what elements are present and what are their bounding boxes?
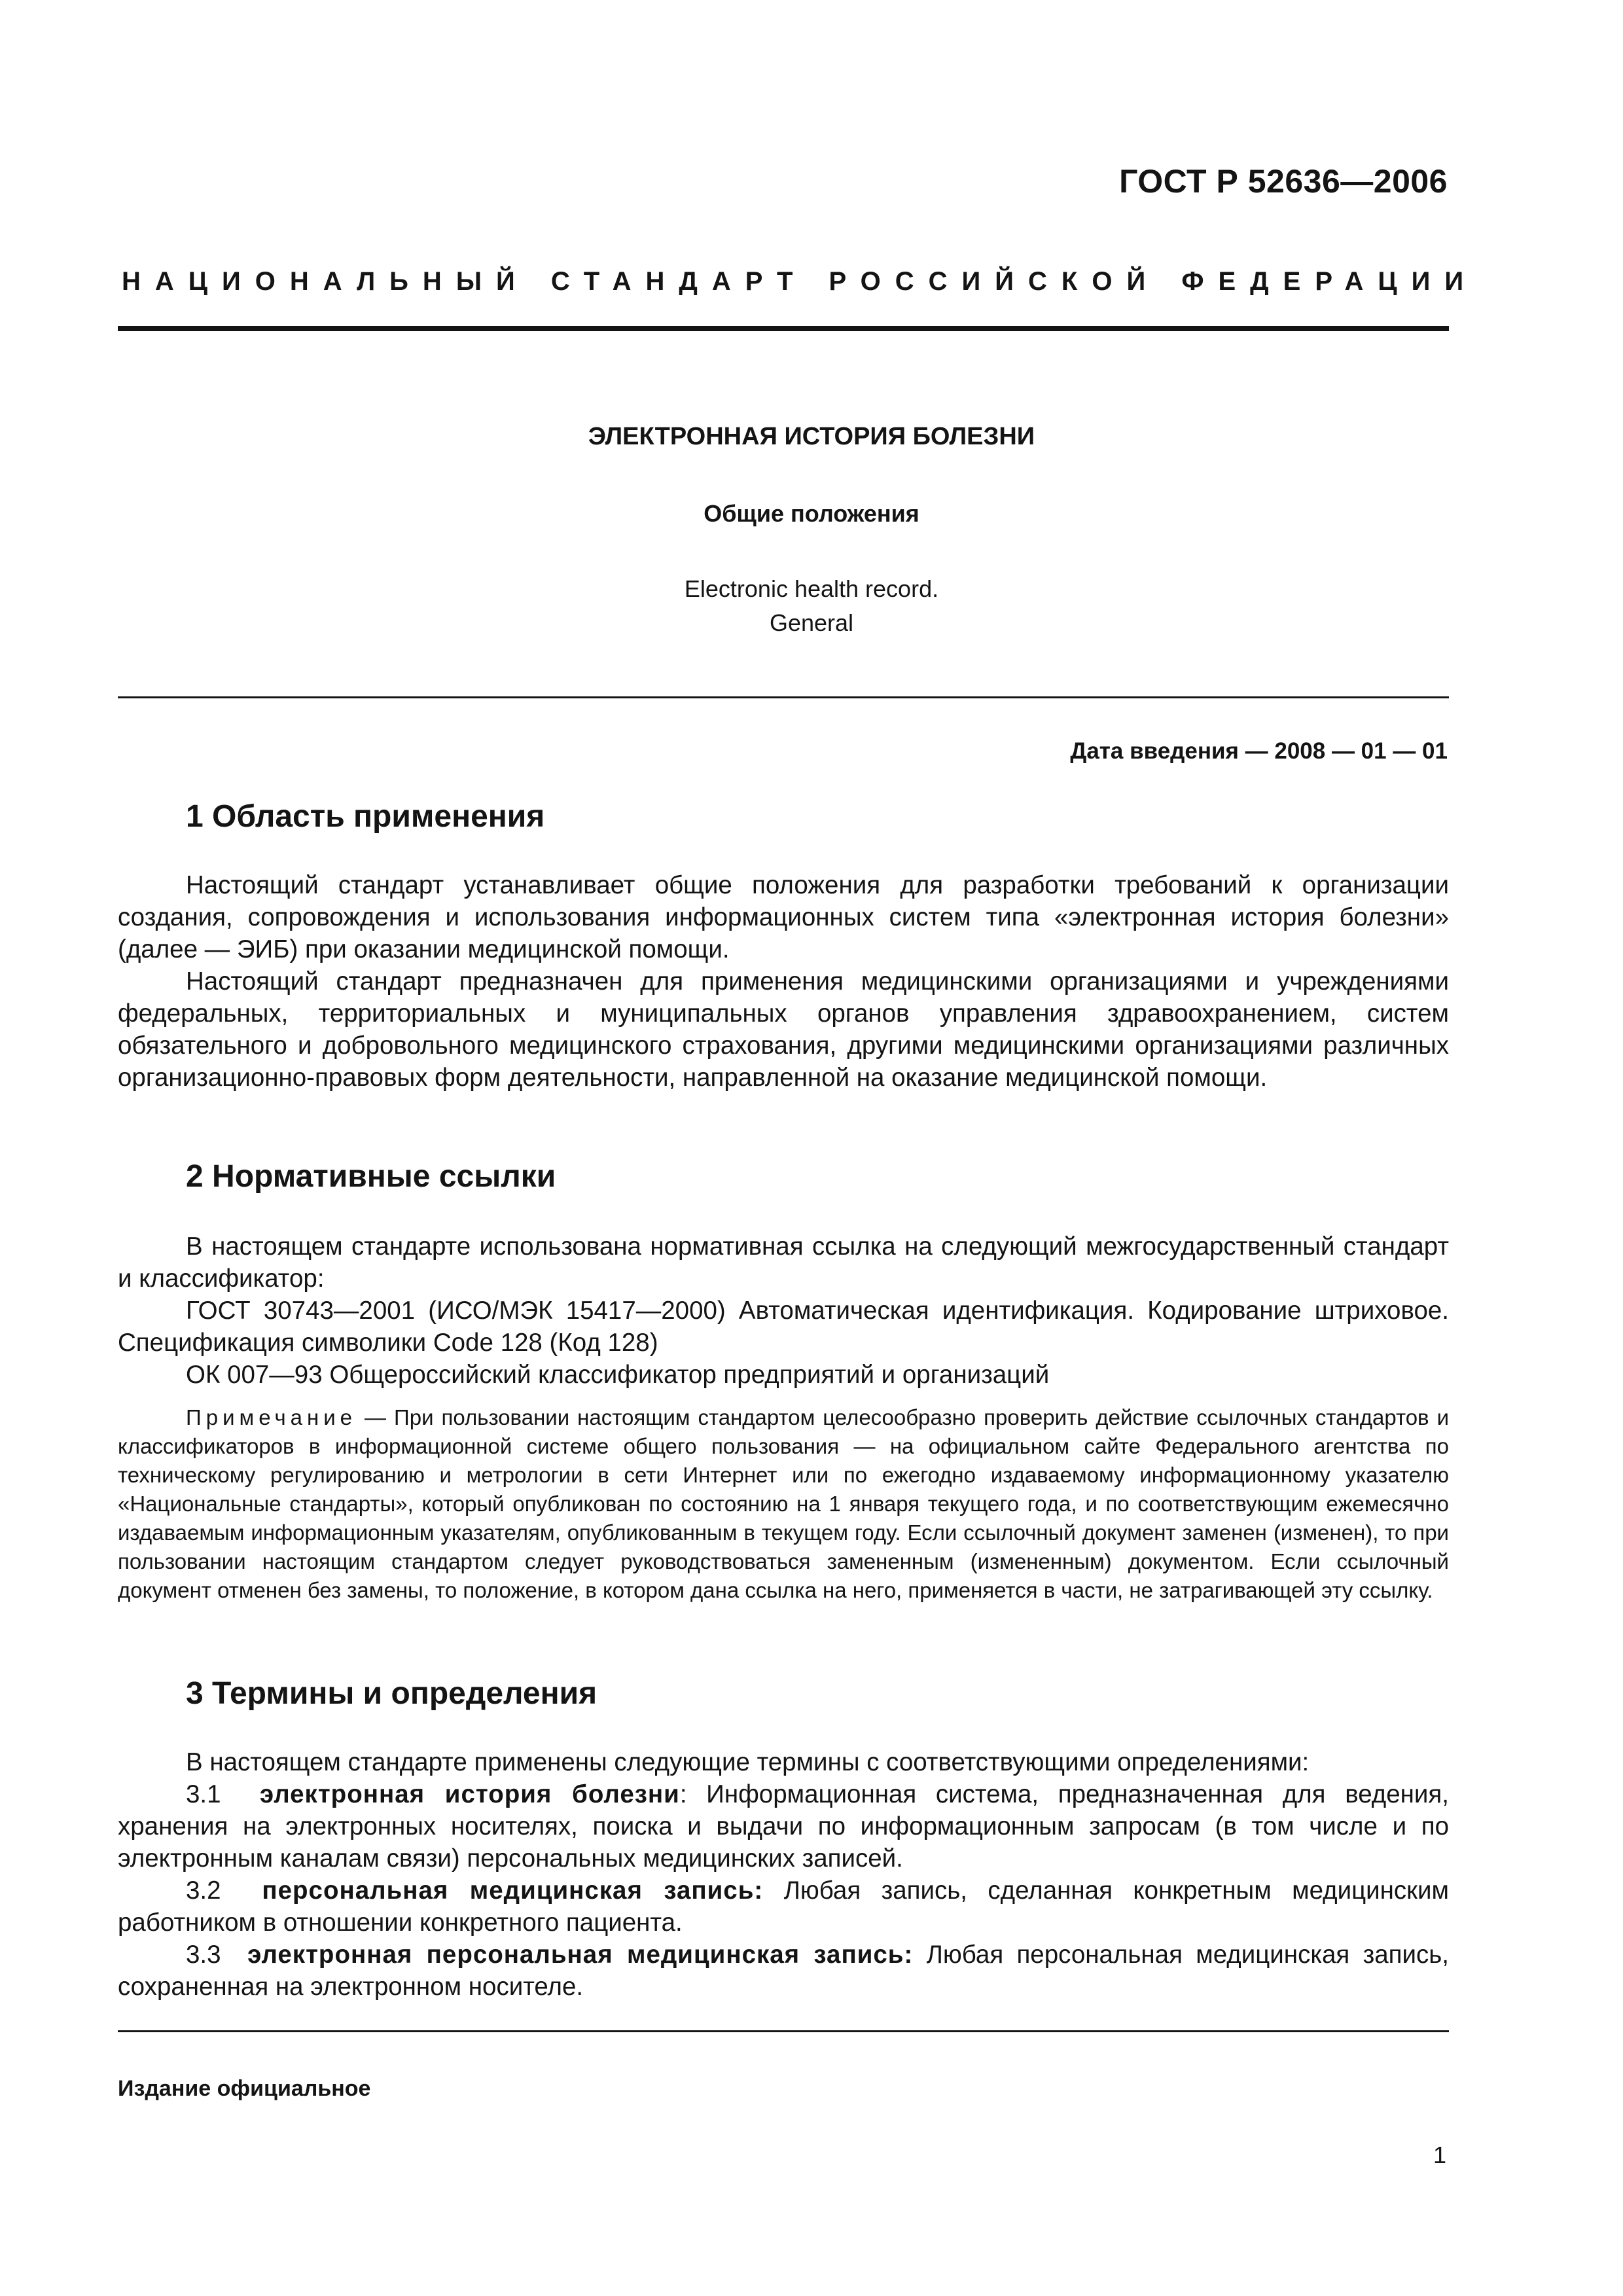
term-3-2-definition: Любая запись, сделанная конкретным медицинским работником в отношении конкретного пациента.	[118, 1876, 1449, 1937]
term-3-3-definition: Любая персональная медицинская запись, сохраненная на электронном носителе.	[118, 1941, 1449, 2001]
section-1-body	[118, 869, 1449, 1094]
english-title-line-2: General	[769, 609, 854, 636]
note-text: — При пользовании настоящим стандартом целесообразно проверить действие ссылочных стандартов и классификаторов в информационной системе общего пользования — на официальном сайте Федерального агентства по техническому регулированию и метрологии в сети Интернет или по ежегодно издаваемому информационному указателю «Национальные стандарты», который опубликован по состоянию на 1 января текущего года, и по соответствующим ежемесячно издаваемым информационным указателям, опубликованным в текущем году. Если ссылочный документ заменен (изменен), то при пользовании настоящим стандартом следует руководствоваться замененным (измененным) документом. Если ссылочный документ отменен без замены, то положение, в котором дана ссылка на него, применяется в части, не затрагивающей эту ссылку.	[118, 1405, 1450, 1602]
document-number: ГОСТ Р 52636—2006	[1119, 163, 1448, 200]
section-2-body	[118, 1230, 1449, 1391]
introduction-date: Дата введения — 2008 — 01 — 01	[1070, 738, 1448, 764]
english-title	[0, 572, 1623, 640]
page-number: 1	[1433, 2142, 1446, 2168]
document-subtitle: Общие положения	[704, 500, 919, 527]
section-2-reference-1: ГОСТ 30743—2001 (ИСО/МЭК 15417—2000) Автоматическая идентификация. Кодирование штриховое. Спецификация символики Code 128 (Код 128)	[118, 1297, 1449, 1357]
term-3-3-number: 3.3	[186, 1941, 221, 1969]
section-2-note	[118, 1403, 1449, 1605]
edition-label: Издание официальное	[118, 2076, 371, 2101]
section-2-paragraph-1: В настоящем стандарте использована нормативная ссылка на следующий межгосударственный стандарт и классификатор:	[118, 1232, 1449, 1293]
term-3-3-term: электронная персональная медицинская запись:	[247, 1941, 914, 1969]
term-3-2-term: персональная медицинская запись:	[262, 1876, 764, 1905]
document-title: ЭЛЕКТРОННАЯ ИСТОРИЯ БОЛЕЗНИ	[588, 423, 1035, 450]
term-3-1-term: электронная история болезни	[259, 1780, 680, 1808]
term-3-2	[118, 1874, 1449, 1939]
section-3-body	[118, 1746, 1449, 2003]
section-1-heading: 1 Область применения	[186, 799, 545, 834]
note-label: Примечание	[186, 1405, 357, 1429]
term-3-2-number: 3.2	[186, 1876, 221, 1905]
section-2-heading: 2 Нормативные ссылки	[186, 1159, 556, 1194]
section-1-paragraph-1: Настоящий стандарт устанавливает общие положения для разработки требований к организации создания, сопровождения и использования информационных систем типа «электронная история болезни» (далее — ЭИБ) при оказании медицинской помощи.	[118, 871, 1449, 963]
section-3-intro: В настоящем стандарте применены следующие термины с соответствующими определениями:	[186, 1748, 1310, 1776]
section-2-reference-2: ОК 007—93 Общероссийский классификатор предприятий и организаций	[186, 1361, 1050, 1389]
header-rule	[118, 326, 1449, 331]
term-3-1-number: 3.1	[186, 1780, 221, 1808]
english-title-line-1: Electronic health record.	[684, 575, 939, 602]
footer-rule	[118, 2030, 1449, 2032]
national-standard-title: НАЦИОНАЛЬНЫЙ СТАНДАРТ РОССИЙСКОЙ ФЕДЕРАЦИИ	[122, 267, 1478, 296]
term-3-1-definition: : Информационная система, предназначенная для ведения, хранения на электронных носителях, поиска и выдачи по информационным запросам (в том числе и по электронным каналам связи) персональных медицинских записей.	[118, 1780, 1449, 1873]
term-3-3	[118, 1939, 1449, 2003]
section-1-paragraph-2: Настоящий стандарт предназначен для применения медицинскими организациями и учреждениями федеральных, территориальных и муниципальных органов управления здравоохранением, систем обязательного и добровольного медицинского страхования, другими медицинскими организациями различных организационно-правовых форм деятельности, направленной на оказание медицинской помощи.	[118, 967, 1449, 1092]
term-3-1	[118, 1778, 1449, 1874]
section-3-heading: 3 Термины и определения	[186, 1676, 597, 1711]
title-rule	[118, 696, 1449, 698]
